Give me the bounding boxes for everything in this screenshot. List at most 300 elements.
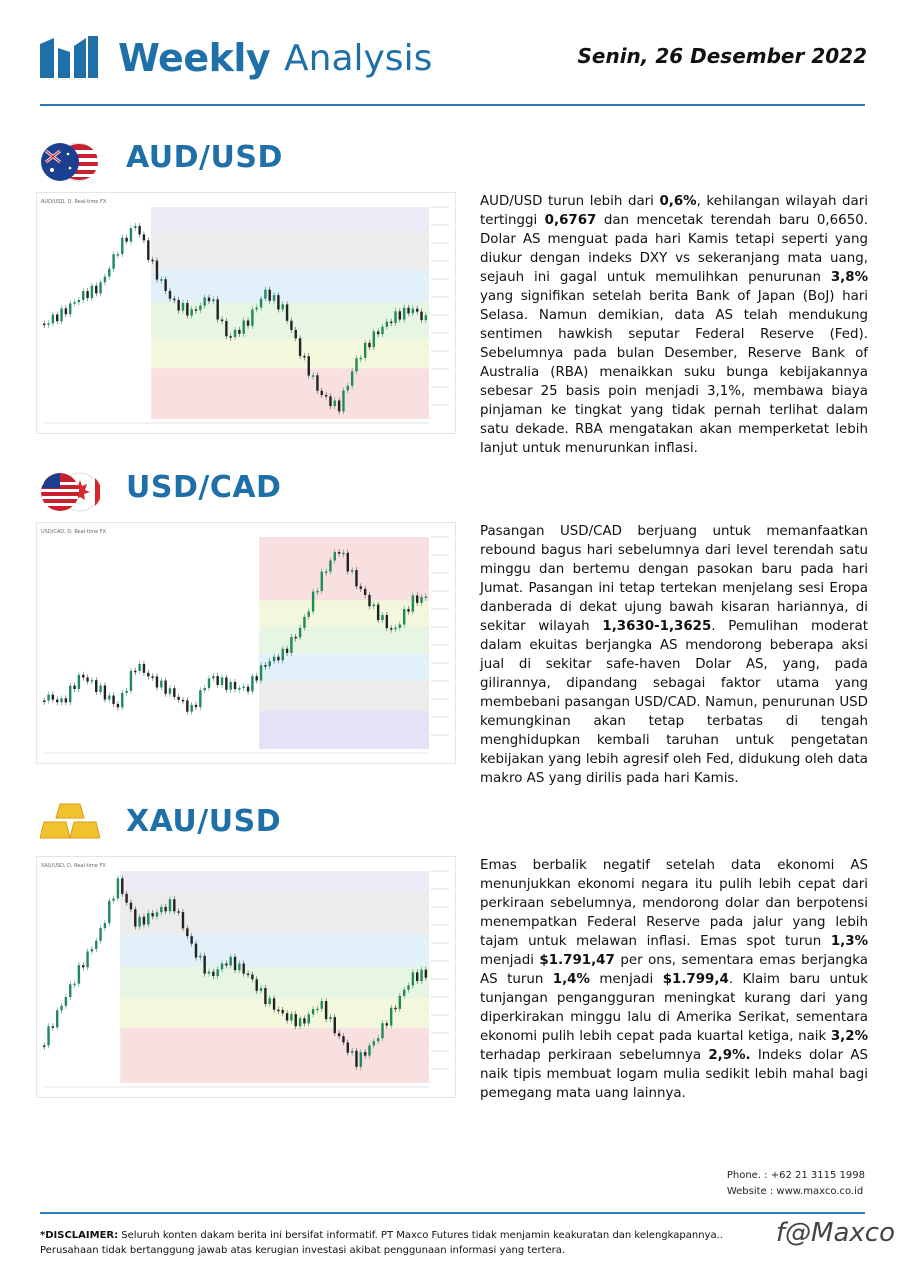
candle-body (186, 303, 188, 316)
candle-body (321, 572, 323, 591)
candle-body (208, 297, 210, 301)
candle-body (407, 985, 409, 989)
footer-divider (40, 1212, 865, 1214)
candle-body (316, 1009, 318, 1011)
candle-body (295, 330, 297, 338)
candle-body (104, 277, 106, 283)
candle-body (347, 1042, 349, 1052)
candle-body (52, 1026, 54, 1028)
paragraph-run: . Pemulihan moderat dalam ekuitas berjangka AS mendorong beberapa aksi jual di sekitar safe-haven Dolar AS, yang, pada gilirannya, dipandang sebagai faktor utama yang membebani pasangan USD/CAD. Namun, penurunan USD kemungkinan akan tetap terbatas di tengah menghidupkan kembali taruhan untuk pengetatan kebijakan yang lebih agresif oleh Fed, didukung oleh data makro AS yang dirilis pada hari Kamis. (480, 619, 868, 786)
australia-us-flag-icon (40, 142, 100, 182)
candle-body (212, 972, 214, 976)
candle-body (221, 320, 223, 322)
candle-body (316, 591, 318, 593)
candle-body (282, 304, 284, 309)
candle-body (338, 1033, 340, 1036)
candle-body (91, 680, 93, 682)
candle-body (238, 688, 240, 690)
candle-body (243, 320, 245, 333)
candle-body (425, 315, 427, 320)
candle-body (99, 282, 101, 293)
candle-body (290, 321, 292, 330)
candle-body (86, 291, 88, 298)
candle-body (156, 261, 158, 280)
candle-body (108, 901, 110, 923)
paragraph-run: $1.791,47 (539, 953, 615, 968)
candle-body (347, 386, 349, 391)
bar-chart-logo-icon (40, 36, 98, 78)
candle-body (277, 657, 279, 661)
candle-body (151, 676, 153, 678)
us-canada-flag-icon (40, 472, 100, 512)
candle-body (329, 560, 331, 571)
candle-body (286, 304, 288, 320)
candle-body (412, 595, 414, 611)
candle-body (251, 676, 253, 691)
candle-body (95, 941, 97, 949)
fib-band (120, 935, 429, 967)
price-axis (429, 193, 455, 433)
candle-body (381, 1023, 383, 1038)
candle-body (360, 1052, 362, 1067)
candle-body (173, 899, 175, 911)
gold-bars-icon (40, 800, 100, 844)
candle-body (199, 690, 201, 707)
fib-band (120, 966, 429, 998)
candle-body (216, 299, 218, 319)
candle-body (195, 309, 197, 311)
candle-body (373, 331, 375, 347)
paragraph-run: Emas berbalik negatif setelah data ekonomi AS menunjukkan ekonomi negara itu pulih lebih cepat dari perkiraan sebelumnya, mendorong dolar dan berpotensi menempatkan Federal Reserve pada jalur yang lebih tajam untuk melawan inflasi. Emas spot turun (480, 858, 868, 949)
candle-body (60, 698, 62, 702)
fib-band (151, 271, 429, 303)
candle-body (47, 695, 49, 701)
candle-body (277, 1010, 279, 1012)
section-title-audusd: AUD/USD (126, 140, 283, 175)
candle-body (273, 998, 275, 1009)
candle-body (377, 331, 379, 334)
candle-body (195, 944, 197, 958)
paragraph-run: $1.799,4 (662, 972, 729, 987)
candle-body (234, 957, 236, 970)
candle-body (355, 570, 357, 586)
candle-body (303, 1018, 305, 1023)
candle-body (95, 286, 97, 294)
header-divider (40, 104, 865, 106)
disclaimer-text: Seluruh konten dakam berita ini bersifat informatif. PT Maxco Futures tidak menjamin keakuratan dan kelengkapannya.. Perusahaan tidak bertanggung jawab atas kerugian investasi akibat penggunaan informasi yang tertera. (40, 1230, 723, 1256)
fib-band (259, 681, 429, 711)
candle-body (308, 356, 310, 375)
candle-body (186, 700, 188, 711)
candle-body (238, 330, 240, 334)
candle-body (73, 302, 75, 304)
candle-body (407, 308, 409, 314)
candle-body (295, 1014, 297, 1026)
candle-body (312, 375, 314, 377)
candle-body (104, 923, 106, 928)
candle-body (121, 693, 123, 707)
candle-body (117, 704, 119, 707)
usdcad-chart (36, 522, 456, 764)
contact-info (727, 1168, 865, 1200)
paragraph-run: 1,3630-1,3625 (602, 619, 712, 634)
candle-body (203, 956, 205, 974)
paragraph-run: 2,9%. (708, 1048, 751, 1063)
candle-body (225, 964, 227, 966)
candle-body (112, 254, 114, 269)
candle-body (134, 226, 136, 228)
candle-body (82, 965, 84, 967)
candle-body (407, 609, 409, 612)
candle-body (177, 697, 179, 700)
candle-body (269, 998, 271, 1004)
xauusd-chart (36, 856, 456, 1098)
candle-body (247, 687, 249, 692)
paragraph-run: Indeks dolar AS naik tipis membuat logam mulia sedikit lebih mahal bagi pemegang mata uang lainnya. (480, 1048, 868, 1101)
candle-body (208, 972, 210, 974)
candle-body (173, 688, 175, 697)
fib-band (120, 892, 429, 934)
fib-band (151, 207, 429, 232)
candle-body (108, 269, 110, 277)
paragraph-run: per ons, sementara emas berjangka AS turun (480, 953, 868, 987)
chart-header-text: XAU/USD, D, Real-time FX (41, 863, 106, 869)
section-title-xauusd: XAU/USD (126, 804, 282, 839)
fib-band (151, 338, 429, 368)
candle-body (221, 964, 223, 970)
candle-body (112, 696, 114, 704)
candle-body (173, 299, 175, 301)
candle-body (299, 338, 301, 356)
paragraph-run: 1,3% (830, 934, 868, 949)
candle-body (381, 615, 383, 620)
candle-body (312, 1009, 314, 1014)
candle-body (138, 226, 140, 234)
candle-body (299, 628, 301, 638)
paragraph-run: 0,6% (659, 194, 697, 209)
audusd-chart (36, 192, 456, 434)
candle-body (247, 320, 249, 325)
candle-body (329, 1017, 331, 1019)
candle-body (43, 1045, 45, 1047)
candle-body (78, 300, 80, 302)
candle-body (212, 676, 214, 678)
chart-header-text: AUD/USD, D, Real-time FX (41, 199, 107, 205)
fib-band (151, 232, 429, 270)
candle-body (60, 308, 62, 321)
candle-body (112, 898, 114, 900)
candle-body (264, 290, 266, 299)
paragraph-run: , kehilangan wilayah dari tertinggi (480, 194, 868, 228)
candle-body (351, 371, 353, 385)
candle-body (190, 705, 192, 712)
candle-body (47, 323, 49, 325)
candle-body (229, 336, 231, 338)
candle-body (143, 664, 145, 673)
candle-body (99, 928, 101, 941)
candle-body (399, 996, 401, 1009)
candle-body (325, 395, 327, 397)
candle-body (342, 1036, 344, 1042)
candle-body (334, 400, 336, 406)
fib-band (259, 626, 429, 654)
candle-body (73, 686, 75, 689)
candle-body (43, 700, 45, 702)
candle-body (164, 907, 166, 911)
candle-body (138, 917, 140, 927)
candle-body (316, 375, 318, 390)
candle-body (156, 912, 158, 916)
candle-body (177, 911, 179, 913)
header-title-bold: Weekly (118, 36, 271, 80)
candle-body (182, 700, 184, 702)
candle-body (264, 665, 266, 667)
candle-body (377, 1038, 379, 1041)
candle-body (269, 661, 271, 666)
candle-body (329, 396, 331, 406)
candle-body (160, 279, 162, 281)
candle-body (134, 909, 136, 926)
candle-body (216, 676, 218, 685)
price-axis (429, 857, 455, 1097)
candle-body (377, 605, 379, 621)
candle-body (86, 951, 88, 967)
price-axis (429, 523, 455, 763)
candle-body (303, 617, 305, 628)
paragraph-run: terhadap perkiraan sebelumnya (480, 1048, 709, 1063)
candle-body (260, 988, 262, 991)
candle-body (104, 685, 106, 699)
candle-body (260, 665, 262, 680)
candle-body (373, 605, 375, 607)
fib-band (151, 302, 429, 338)
paragraph-run: menjadi (589, 972, 663, 987)
candle-body (117, 254, 119, 256)
candle-body (425, 597, 427, 599)
candle-body (177, 300, 179, 311)
candle-body (277, 295, 279, 309)
candle-body (312, 592, 314, 612)
candle-body (399, 311, 401, 319)
candle-body (368, 343, 370, 347)
candle-body (186, 928, 188, 936)
candle-body (151, 260, 153, 262)
candle-body (364, 1052, 366, 1055)
candle-body (91, 286, 93, 298)
candle-body (160, 907, 162, 912)
candle-body (95, 680, 97, 692)
candle-body (69, 686, 71, 703)
brand-handle: f@Maxco (775, 1218, 895, 1248)
candle-body (65, 308, 67, 314)
candle-body (342, 390, 344, 411)
candle-body (282, 1010, 284, 1013)
candle-body (299, 1018, 301, 1026)
candle-body (290, 1014, 292, 1020)
candle-body (368, 1045, 370, 1055)
candle-body (286, 1013, 288, 1020)
candle-body (351, 570, 353, 572)
candle-body (134, 671, 136, 673)
candle-body (91, 949, 93, 952)
header-date: Senin, 26 Desember 2022 (577, 44, 867, 68)
candle-body (303, 356, 305, 358)
fib-band (151, 368, 429, 419)
candle-body (321, 391, 323, 395)
candle-body (138, 664, 140, 671)
candle-body (308, 612, 310, 617)
candle-body (403, 609, 405, 624)
candle-body (130, 228, 132, 242)
paragraph-run: 0,6767 (544, 213, 597, 228)
candle-body (234, 682, 236, 689)
candle-body (394, 311, 396, 323)
candle-body (65, 698, 67, 702)
candle-body (212, 299, 214, 301)
candle-body (164, 279, 166, 291)
candle-body (82, 675, 84, 678)
candle-body (338, 552, 340, 554)
candle-body (147, 913, 149, 924)
candle-body (56, 700, 58, 703)
candle-body (247, 974, 249, 976)
candle-body (290, 637, 292, 653)
candle-body (99, 685, 101, 692)
candle-body (264, 988, 266, 1004)
candle-body (416, 309, 418, 312)
candle-body (273, 657, 275, 661)
fib-band (259, 654, 429, 682)
candle-body (355, 1051, 357, 1067)
candle-body (52, 315, 54, 324)
candle-body (342, 553, 344, 555)
section-title-usdcad: USD/CAD (126, 470, 282, 505)
candle-body (56, 315, 58, 322)
candle-body (130, 671, 132, 691)
candle-body (216, 969, 218, 976)
candle-body (251, 309, 253, 325)
candle-body (108, 696, 110, 700)
candle-body (282, 649, 284, 661)
candle-body (78, 675, 80, 689)
paragraph-run: 3,2% (830, 1029, 868, 1044)
candle-body (182, 912, 184, 928)
candle-body (399, 625, 401, 628)
candle-body (147, 240, 149, 259)
candle-body (125, 691, 127, 693)
candle-body (425, 970, 427, 978)
paragraph-run: 1,4% (552, 972, 590, 987)
paragraph-run: Pasangan USD/CAD berjuang untuk memanfaatkan rebound bagus hari sebelumnya dari level terendah satu minggu dan bertemu dengan pasokan baru pada hari Jumat. Pasangan ini tetap tertekan menjelang sesi Eropa danberada di dekat ujung bawah kisaran hariannya, di sekitar wilayah (480, 524, 868, 634)
candle-body (160, 681, 162, 688)
candle-body (416, 972, 418, 981)
candle-body (308, 1014, 310, 1023)
candle-body (86, 678, 88, 682)
candle-body (403, 308, 405, 320)
chart-header-text: USD/CAD, D, Real-time FX (41, 529, 107, 535)
candle-body (351, 1051, 353, 1053)
candle-body (169, 291, 171, 299)
paragraph-run: 3,8% (830, 270, 868, 285)
candle-body (394, 1008, 396, 1010)
candle-body (243, 687, 245, 689)
candle-body (221, 677, 223, 685)
candle-body (403, 990, 405, 996)
candle-body (164, 681, 166, 694)
candle-body (195, 705, 197, 707)
fib-band (120, 871, 429, 892)
candle-body (256, 308, 258, 310)
candle-body (60, 1006, 62, 1010)
candle-body (143, 234, 145, 240)
candle-body (321, 1001, 323, 1009)
candle-body (56, 1010, 58, 1027)
disclaimer (40, 1228, 740, 1258)
candle-body (386, 322, 388, 327)
candle-body (156, 676, 158, 687)
candle-body (256, 676, 258, 680)
candle-body (52, 695, 54, 700)
disclaimer-label: *DISCLAIMER: (40, 1230, 119, 1241)
candle-body (203, 297, 205, 305)
candle-body (190, 936, 192, 943)
candle-body (412, 972, 414, 985)
candle-body (199, 306, 201, 310)
candle-body (260, 299, 262, 308)
candle-body (225, 321, 227, 336)
fib-band (259, 711, 429, 749)
candle-body (169, 688, 171, 694)
candle-body (334, 1017, 336, 1033)
candle-body (69, 984, 71, 997)
candle-body (225, 677, 227, 689)
candle-body (125, 238, 127, 242)
candle-body (47, 1026, 49, 1045)
candle-body (182, 303, 184, 311)
candle-body (390, 628, 392, 630)
contact-website: Website : www.maxco.co.id (726, 1186, 864, 1197)
fib-band (259, 537, 429, 601)
candle-body (251, 975, 253, 980)
candle-body (416, 595, 418, 602)
candle-body (190, 309, 192, 315)
candle-body (203, 688, 205, 690)
candle-body (295, 637, 297, 639)
candle-body (43, 324, 45, 326)
candle-body (151, 913, 153, 916)
candle-body (390, 1008, 392, 1026)
candle-body (360, 586, 362, 589)
candle-body (347, 553, 349, 572)
candle-body (386, 615, 388, 628)
candle-body (390, 322, 392, 324)
paragraph-run: menjadi (480, 953, 540, 968)
candle-body (364, 589, 366, 595)
candle-body (420, 597, 422, 603)
candle-body (420, 312, 422, 320)
candle-body (82, 291, 84, 300)
candle-body (199, 956, 201, 958)
xauusd-paragraph (480, 856, 868, 1103)
usdcad-paragraph (480, 522, 868, 788)
candle-body (229, 957, 231, 966)
candle-body (334, 552, 336, 560)
audusd-paragraph (480, 192, 868, 458)
candle-body (143, 917, 145, 925)
candle-body (364, 343, 366, 358)
candle-body (386, 1023, 388, 1025)
paragraph-run: dan mencetak terendah baru 0,6650. Dolar AS menguat pada hari Kamis tetapi seperti yang diukur dengan indeks DXY vs sekeranjang mata uang, sejauh ini gagal untuk memulihkan penurunan (480, 213, 868, 285)
